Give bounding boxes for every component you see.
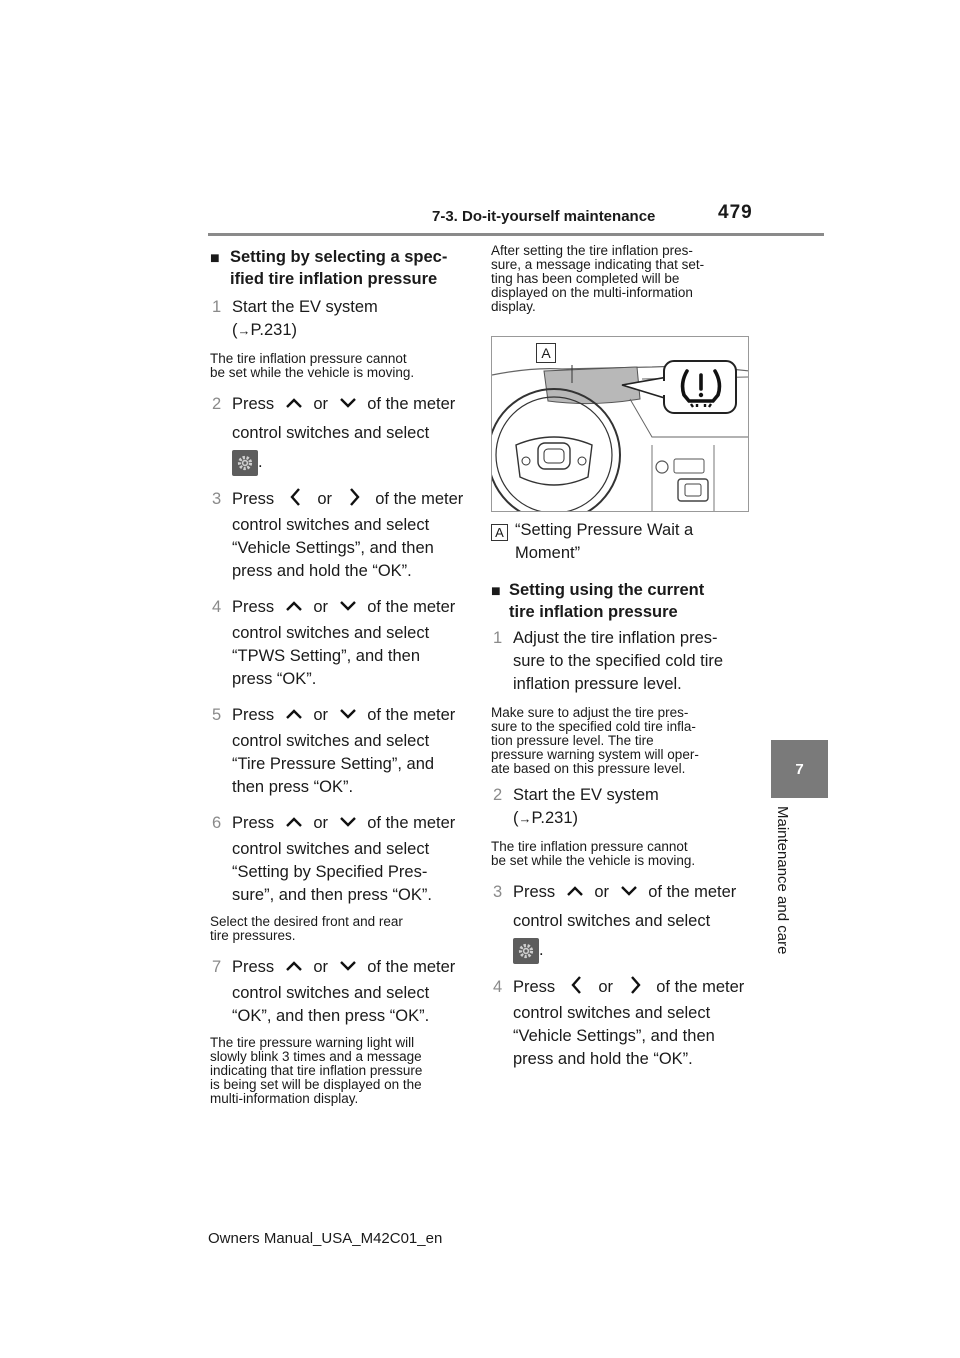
- note-line: The tire inflation pressure cannot: [491, 839, 688, 854]
- note: [491, 706, 753, 776]
- right-chevron-icon: [628, 975, 642, 995]
- up-chevron-icon: [285, 707, 303, 721]
- step-text: press “OK”.: [232, 670, 317, 688]
- step-number: 5: [212, 706, 222, 724]
- note-line: be set while the vehicle is moving.: [210, 365, 415, 380]
- chapter-tab: [771, 740, 828, 798]
- page-ref-link: P.231: [531, 809, 573, 827]
- step-text-end: of the meter: [367, 814, 456, 832]
- step-text-end: of the meter: [648, 883, 737, 901]
- step-number: 3: [493, 883, 503, 901]
- dashboard-illustration: [491, 336, 749, 512]
- step-text: [232, 593, 465, 622]
- step-text: inflation pressure level.: [513, 675, 682, 693]
- step-text: “TPWS Setting”, and then: [232, 647, 421, 665]
- step-text: [513, 878, 753, 907]
- note-line: Make sure to adjust the tire pres-: [491, 705, 689, 720]
- step-text-end: of the meter: [367, 706, 456, 724]
- step-number: 3: [212, 490, 222, 508]
- heading-line: Setting by selecting a spec-: [230, 248, 448, 266]
- step-number: 6: [212, 814, 222, 832]
- down-chevron-icon: [620, 884, 638, 898]
- press-word: Press: [232, 598, 275, 616]
- down-chevron-icon: [339, 707, 357, 721]
- step-text: control switches and select: [513, 1004, 711, 1022]
- section-title: 7-3. Do-it-yourself maintenance: [432, 208, 656, 225]
- note-line: is being set will be displayed on the: [210, 1077, 422, 1092]
- note-line: slowly blink 3 times and a message: [210, 1049, 422, 1064]
- step-text: control switches and select: [232, 516, 430, 534]
- page-reference: (→P.231): [232, 321, 297, 339]
- up-chevron-icon: [285, 599, 303, 613]
- step-number: 4: [493, 978, 503, 996]
- step-text: “OK”, and then press “OK”.: [232, 1007, 430, 1025]
- step-text: control switches and select: [232, 624, 430, 642]
- step-text-end: of the meter: [367, 598, 456, 616]
- step-4: [491, 973, 753, 1071]
- press-word: Press: [232, 814, 275, 832]
- step-text: [232, 390, 465, 419]
- note-line: sure, a message indicating that set-: [491, 257, 705, 272]
- press-word: Press: [513, 978, 556, 996]
- step-text: “Vehicle Settings”, and then: [232, 539, 434, 557]
- step-text: control switches and select: [232, 984, 430, 1002]
- note-line: The tire inflation pressure cannot: [210, 351, 407, 366]
- or-word: or: [313, 958, 329, 976]
- step-number: 1: [212, 298, 222, 316]
- step-text: control switches and select: [232, 732, 430, 750]
- step-text: “Vehicle Settings”, and then: [513, 1027, 715, 1045]
- caption-line: “Setting Pressure Wait a: [515, 521, 694, 539]
- right-chevron-icon: [347, 487, 361, 507]
- step-2: [491, 784, 753, 830]
- period: .: [539, 941, 544, 959]
- left-column: [210, 240, 465, 1106]
- step-text: “Tire Pressure Setting”, and: [232, 755, 435, 773]
- press-word: Press: [232, 958, 275, 976]
- step-text: control switches and select: [232, 424, 430, 442]
- settings-gear-icon: [513, 938, 539, 964]
- arrow-icon: →: [518, 811, 532, 826]
- chapter-label: Maintenance and care: [774, 806, 791, 955]
- step-text: control switches and select: [513, 912, 711, 930]
- page-number: 479: [718, 202, 753, 223]
- step-text: then press “OK”.: [232, 778, 354, 796]
- step-text: Adjust the tire inflation pres-: [513, 629, 718, 647]
- down-chevron-icon: [339, 815, 357, 829]
- up-chevron-icon: [285, 815, 303, 829]
- step-text: sure to the specified cold tire: [513, 652, 724, 670]
- caption-label: A: [491, 524, 508, 541]
- step-text-end: of the meter: [656, 978, 745, 996]
- note-line: pressure warning system will oper-: [491, 747, 699, 762]
- down-chevron-icon: [339, 396, 357, 410]
- page-ref-link: P.231: [250, 321, 292, 339]
- press-word: Press: [232, 490, 275, 508]
- caption-line: Moment”: [515, 544, 581, 562]
- step-7: [210, 953, 465, 1028]
- section-heading-specified: [210, 246, 465, 290]
- step-text: press and hold the “OK”.: [232, 562, 412, 580]
- up-chevron-icon: [285, 959, 303, 973]
- step-number: 2: [212, 395, 222, 413]
- figure-callout-label: A: [536, 343, 556, 363]
- heading-line: tire inflation pressure: [509, 603, 678, 621]
- step-text: [232, 485, 465, 514]
- note-line: display.: [491, 299, 536, 314]
- note-line: tire pressures.: [210, 928, 296, 943]
- up-chevron-icon: [566, 884, 584, 898]
- square-bullet-icon: ■: [210, 250, 220, 267]
- arrow-icon: →: [237, 323, 251, 338]
- period: .: [258, 453, 263, 471]
- step-text-end: of the meter: [367, 958, 456, 976]
- step-number: 7: [212, 958, 222, 976]
- figure-caption: [491, 519, 753, 565]
- step-text-end: of the meter: [375, 490, 464, 508]
- step-text: [232, 953, 465, 982]
- step-number: 2: [493, 786, 503, 804]
- heading-line: Setting using the current: [509, 581, 705, 599]
- step-3: [491, 878, 753, 965]
- press-word: Press: [232, 706, 275, 724]
- or-word: or: [317, 490, 333, 508]
- step-5: [210, 701, 465, 799]
- note: [491, 840, 753, 868]
- step-2: [210, 390, 465, 477]
- note-line: multi-information display.: [210, 1091, 359, 1106]
- step-1: [210, 296, 465, 342]
- tire-pressure-warning-icon: [677, 367, 725, 409]
- press-word: Press: [513, 883, 556, 901]
- note: [210, 1036, 465, 1106]
- step-text: “Setting by Specified Pres-: [232, 863, 428, 881]
- right-column: [491, 240, 753, 314]
- left-chevron-icon: [570, 975, 584, 995]
- settings-gear-icon: [232, 450, 258, 476]
- note-line: ate based on this pressure level.: [491, 761, 686, 776]
- or-word: or: [313, 706, 329, 724]
- note-line: ting has been completed will be: [491, 271, 680, 286]
- step-text: [232, 809, 465, 838]
- step-3: [210, 485, 465, 583]
- footer-manual-id: Owners Manual_USA_M42C01_en: [208, 1230, 443, 1247]
- step-4: [210, 593, 465, 691]
- square-bullet-icon: ■: [491, 583, 501, 600]
- note-line: sure to the specified cold tire infla-: [491, 719, 696, 734]
- step-text: Start the EV system: [513, 786, 659, 804]
- note-line: indicating that tire inflation pressure: [210, 1063, 423, 1078]
- step-text: [513, 973, 753, 1002]
- step-6: [210, 809, 465, 907]
- page-reference: (→P.231): [513, 809, 578, 827]
- note-line: tion pressure level. The tire: [491, 733, 654, 748]
- down-chevron-icon: [339, 599, 357, 613]
- step-number: 1: [493, 629, 503, 647]
- or-word: or: [313, 395, 329, 413]
- chapter-number: 7: [795, 760, 804, 778]
- note-line: Select the desired front and rear: [210, 914, 403, 929]
- press-word: Press: [232, 395, 275, 413]
- step-text: sure”, and then press “OK”.: [232, 886, 432, 904]
- note-line: The tire pressure warning light will: [210, 1035, 415, 1050]
- section-heading-current: [491, 579, 753, 623]
- step-text: [232, 701, 465, 730]
- or-word: or: [313, 814, 329, 832]
- note: [210, 915, 465, 943]
- dashboard-drawing: [492, 337, 749, 512]
- step-text: control switches and select: [232, 840, 430, 858]
- step-text: [513, 936, 753, 965]
- step-text: press and hold the “OK”.: [513, 1050, 693, 1068]
- step-text: Start the EV system: [232, 298, 378, 316]
- note-line: After setting the tire inflation pres-: [491, 243, 693, 258]
- up-chevron-icon: [285, 396, 303, 410]
- step-text: [232, 448, 465, 477]
- step-1: [491, 627, 753, 696]
- or-word: or: [594, 883, 610, 901]
- header-rule: [208, 233, 824, 236]
- note-line: be set while the vehicle is moving.: [491, 853, 696, 868]
- down-chevron-icon: [339, 959, 357, 973]
- left-chevron-icon: [289, 487, 303, 507]
- note-line: displayed on the multi-information: [491, 285, 693, 300]
- heading-line: ified tire inflation pressure: [230, 270, 438, 288]
- or-word: or: [313, 598, 329, 616]
- right-column-lower: [491, 519, 753, 1071]
- step-text-end: of the meter: [367, 395, 456, 413]
- note: [210, 352, 465, 380]
- or-word: or: [598, 978, 614, 996]
- note: [491, 244, 753, 314]
- step-number: 4: [212, 598, 222, 616]
